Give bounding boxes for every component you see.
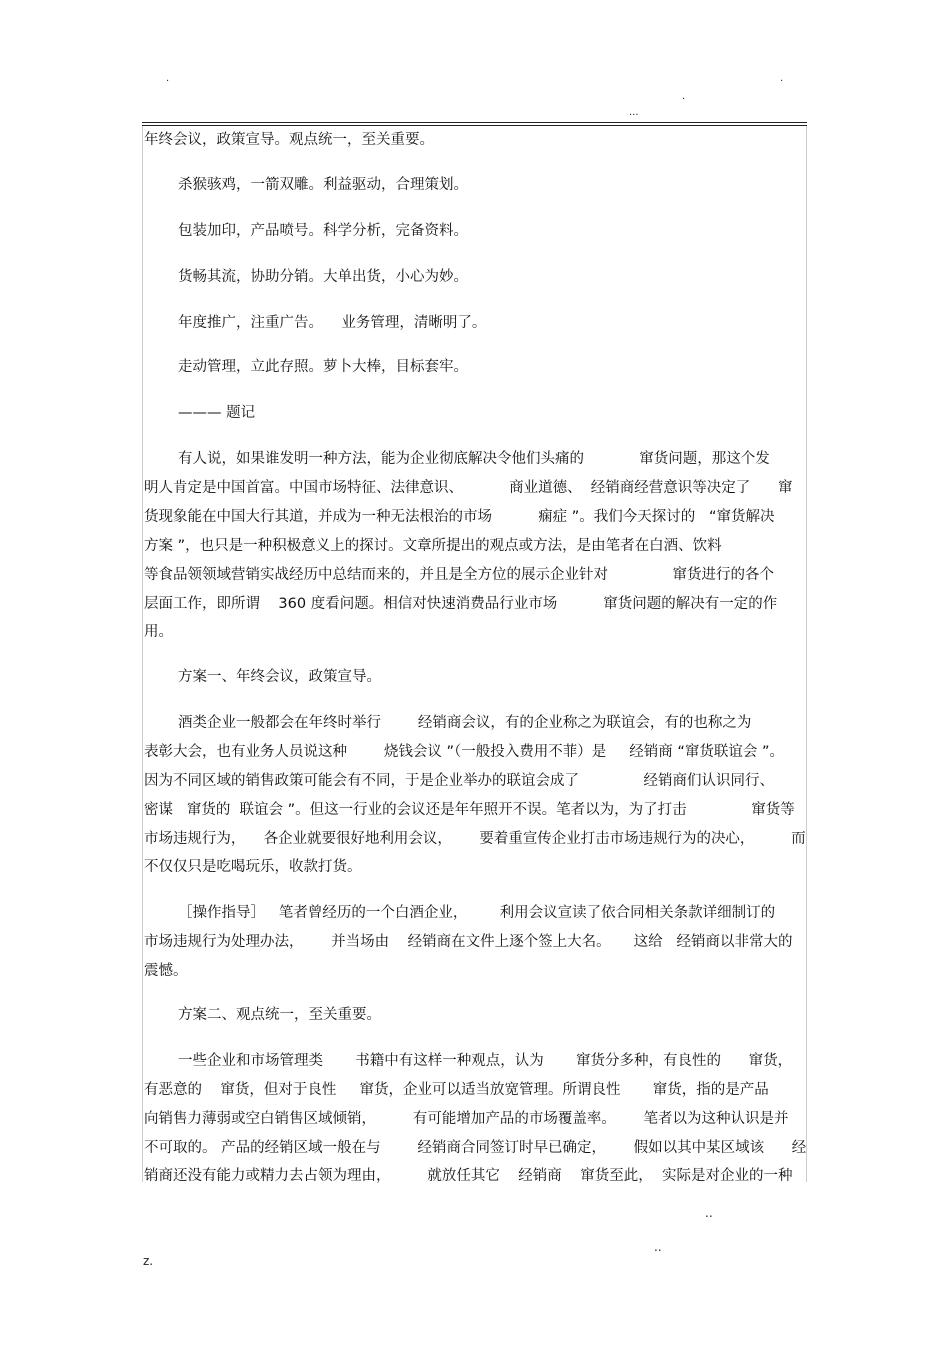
- paragraph-s2-line-1: 一些企业和市场管理类 书籍中有这样一种观点，认为 窜货分多种，有良性的 窜货，: [178, 1053, 793, 1069]
- line-epigraph: ——— 题记: [178, 405, 256, 421]
- paragraph-intro-line-6: 层面工作，即所谓 360 度看问题。相信对快速消费品行业市场 窜货问题的解决有一定的作: [144, 596, 778, 612]
- footer-dots-1: ..: [705, 1206, 713, 1220]
- paragraph-guide-line-2: 市场违规行为处理办法， 并当场由 经销商在文件上逐个签上大名。 这给 经销商以非常大的: [144, 934, 793, 950]
- footer-dots-2: ..: [654, 1240, 662, 1254]
- header-dot-left: .: [166, 73, 170, 84]
- line-intro-verse-4: 货畅其流，协助分销。大单出货，小心为妙。: [178, 269, 468, 285]
- page-frame-right: [806, 126, 807, 1182]
- paragraph-intro-line-1: 有人说，如果谁发明一种方法，能为企业彻底解决令他们头痛的 窜货问题，那这个发: [178, 451, 770, 467]
- section-heading-2: 方案二、观点统一，至关重要。: [178, 1007, 381, 1023]
- paragraph-intro-line-2: 明人肯定是中国首富。中国市场特征、法律意识、 商业道德、 经销商经营意识等决定了 窜: [144, 480, 793, 496]
- line-intro-verse-6: 走动管理，立此存照。萝卜大棒，目标套牢。: [178, 359, 468, 375]
- paragraph-intro-line-7: 用。: [144, 624, 173, 640]
- line-intro-verse-2: 杀猴骇鸡，一箭双雕。利益驱动，合理策划。: [178, 177, 468, 193]
- paragraph-s1-line-1: 酒类企业一般都会在年终时举行 经销商会议，有的企业称之为联谊会，有的也称之为: [178, 715, 752, 731]
- paragraph-s2-line-4: 不可取的。 产品的经销区域一般在与 经销商合同签订时早已确定， 假如以其中某区域该 经: [144, 1140, 807, 1156]
- line-intro-verse-1: 年终会议，政策宣导。观点统一，至关重要。: [144, 132, 434, 148]
- paragraph-s1-line-5: 市场违规行为， 各企业就要很好地利用会议， 要着重宣传企业打击市场违规行为的决心， 而: [144, 831, 806, 847]
- line-intro-verse-3: 包装加印，产品喷号。科学分析，完备资料。: [178, 223, 468, 239]
- section-heading-1: 方案一、年终会议，政策宣导。: [178, 669, 381, 685]
- paragraph-s1-line-6: 不仅仅只是吃喝玩乐，收款打货。: [144, 859, 362, 875]
- header-dot-right: .: [780, 73, 784, 84]
- paragraph-s1-line-3: 因为不同区域的销售政策可能会有不同，于是企业举办的联谊会成了 经销商们认识同行、: [144, 773, 775, 789]
- paragraph-intro-line-5: 等食品领领域营销实战经历中总结而来的，并且是全方位的展示企业针对 窜货进行的各个: [144, 567, 775, 583]
- paragraph-intro-line-3: 货现象能在中国大行其道，并成为一种无法根治的市场 痫症 ”。我们今天探讨的 “窜货解决: [144, 509, 775, 525]
- paragraph-guide-line-1: ［操作指导］ 笔者曾经历的一个白酒企业， 利用会议宣读了依合同相关条款详细制订的: [178, 905, 776, 921]
- paragraph-s2-line-5: 销商还没有能力或精力去占领为理由， 就放任其它 经销商 窜货至此， 实际是对企业的一种: [144, 1168, 793, 1184]
- paragraph-s1-line-4: 密谋 窜货的 联谊会 ”。但这一行业的会议还是年年照开不误。笔者以为，为了打击 窜货等: [144, 802, 795, 818]
- page-frame-left: [142, 126, 143, 1182]
- paragraph-s1-line-2: 表彰大会，也有业务人员说这种 烧钱会议 ”（一般投入费用不菲）是 经销商 “窜货联谊会 ”。: [144, 744, 785, 760]
- line-intro-verse-5: 年度推广，注重广告。 业务管理，清晰明了。: [178, 315, 487, 331]
- header-dot-mid: .: [682, 91, 686, 102]
- footer-page-mark: z.: [143, 1254, 154, 1268]
- paragraph-intro-line-4: 方案 ”，也只是一种积极意义上的探讨。文章所提出的观点或方法，是由笔者在白酒、饮料: [144, 538, 722, 554]
- header-ellipsis: ...: [629, 107, 639, 118]
- header-rule-bottom: [142, 125, 807, 126]
- paragraph-s2-line-2: 有恶意的 窜货，但对于良性 窜货，企业可以适当放宽管理。所谓良性 窜货，指的是产品: [144, 1082, 769, 1098]
- paragraph-guide-line-3: 震憾。: [144, 963, 188, 979]
- paragraph-s2-line-3: 向销售力薄弱或空白销售区域倾销， 有可能增加产品的市场覆盖率。 笔者以为这种认识是并: [144, 1111, 789, 1127]
- header-rule-top: [142, 122, 807, 123]
